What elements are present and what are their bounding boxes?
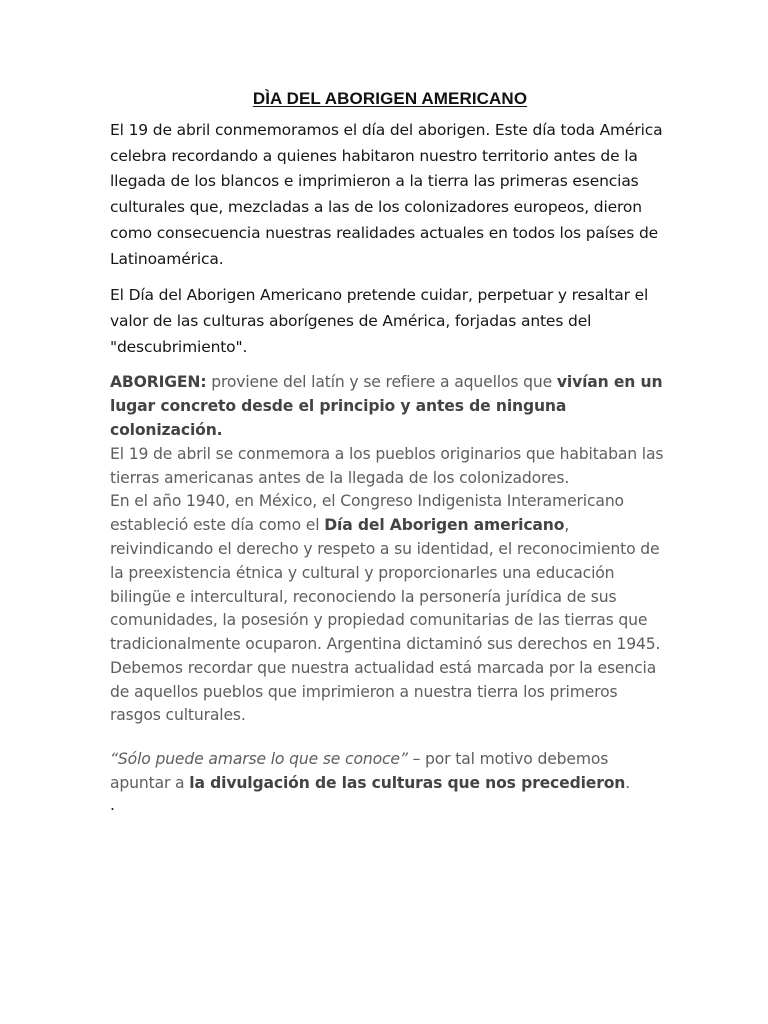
paragraph-commemoration: El 19 de abril se conmemora a los pueblos originarios que habitaban las tierras americanas antes de la llegada de los colonizadores. (110, 444, 664, 487)
document-page (110, 88, 670, 814)
quote-middle-text: – por tal motivo debemos apuntar a (110, 750, 609, 793)
definition-section (110, 371, 670, 728)
history-bold-text: Día del Aborigen americano (324, 516, 565, 535)
trailing-dot: . (110, 795, 115, 814)
history-text-before: En el año 1940, en México, el Congreso Indigenista Interamericano estableció este día como el (110, 492, 624, 535)
quote-section (110, 748, 670, 814)
definition-term: ABORIGEN: (110, 373, 207, 392)
definition-paragraph (110, 371, 670, 442)
definition-bold-text: vivían en un lugar concreto desde el principio y antes de ninguna colonización. (110, 373, 663, 439)
paragraph-intro: El 19 de abril conmemoramos el día del aborigen. Este día toda América celebra recordando a quienes habitaron nuestro territorio antes de la llegada de los blancos e imprimieron a la tierra las primeras esencias culturales que, mezcladas a las de los colonizadores europeos, dieron como consecuencia nuestras realidades actuales en todos los países de Latinoamérica. (110, 121, 663, 268)
paragraph-purpose: El Día del Aborigen Americano pretende cuidar, perpetuar y resaltar el valor de las culturas aborígenes de América, forjadas antes del "descubrimiento". (110, 286, 649, 356)
definition-text: proviene del latín y se refiere a aquellos que (206, 373, 557, 392)
document-title: DÌA DEL ABORIGEN AMERICANO (252, 89, 528, 108)
paragraph-reflection: Debemos recordar que nuestra actualidad está marcada por la esencia de aquellos pueblos que imprimieron a nuestra tierra los primeros rasgos culturales. (110, 658, 657, 725)
history-text-after: , reivindicando el derecho y respeto a su identidad, el reconocimiento de la preexistencia étnica y cultural y proporcionarles una educación bilingüe e intercultural, reconociendo la personería jurídica de sus comunidades, la posesión y propiedad comunitarias de las tierras que tradicionalmente ocuparon. Argentina dictaminó sus derechos en 1945. (110, 516, 661, 654)
quote-paragraph (110, 748, 670, 796)
paragraph-history (110, 490, 670, 657)
quote-italic-text: “Sólo puede amarse lo que se conoce” (110, 750, 408, 769)
quote-bold-text: la divulgación de las culturas que nos precedieron (189, 774, 626, 793)
quote-end-text: . (625, 774, 631, 793)
